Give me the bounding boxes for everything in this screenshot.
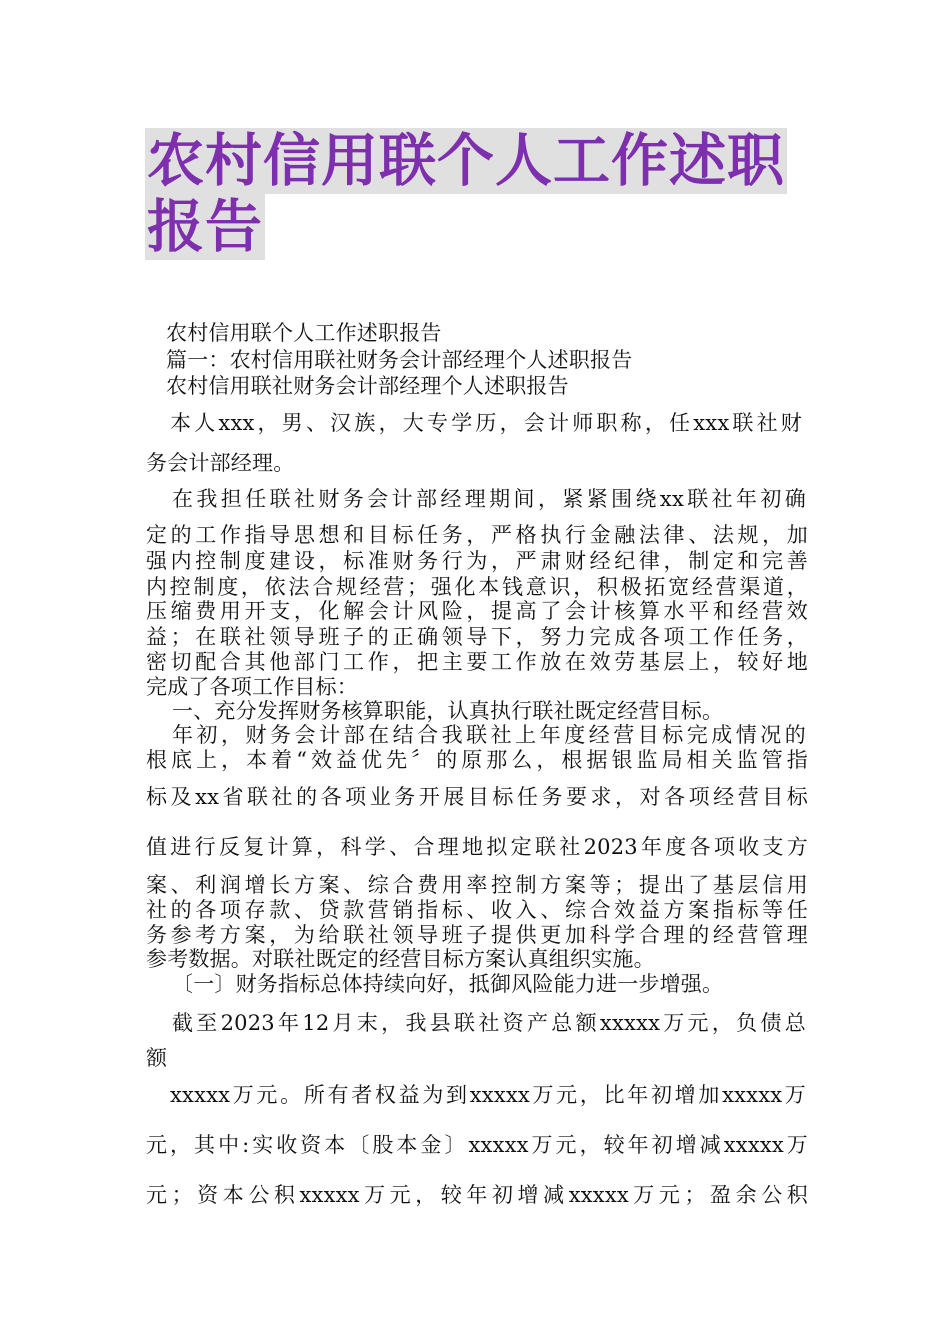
body-line: 定的工作指导思想和目标任务，严格执行金融法律、法规，加 (146, 523, 808, 547)
body-line: 篇一：农村信用联社财务会计部经理个人述职报告 (166, 348, 633, 372)
body-line: 完成了各项工作目标： (146, 675, 358, 699)
body-line: 在我担任联社财务会计部经理期间，紧紧围绕xx联社年初确 (172, 487, 806, 511)
title-line-2: 报告 (147, 194, 263, 260)
body-line: 元；资本公积xxxxx万元，较年初增减xxxxx万元；盈余公积 (146, 1183, 808, 1207)
body-line: 强内控制度建设，标准财务行为，严肃财经纪律，制定和完善 (146, 549, 808, 573)
section-heading: 〔一〕财务指标总体持续向好，抵御风险能力进一步增强。 (172, 972, 724, 996)
body-line: 内控制度，依法合规经营；强化本钱意识，积极拓宽经营渠道， (146, 575, 808, 599)
body-line: 农村信用联社财务会计部经理个人述职报告 (166, 374, 569, 398)
document-title (145, 128, 815, 260)
body-line: 值进行反复计算，科学、合理地拟定联社2023年度各项收支方 (146, 835, 808, 859)
body-line: xxxxx万元。所有者权益为到xxxxx万元，比年初增加xxxxx万 (170, 1083, 806, 1107)
body-line: 截至2023年12月末，我县联社资产总额xxxxx万元，负债总 (172, 1011, 806, 1035)
body-line: 标及xx省联社的各项业务开展目标任务要求，对各项经营目标 (146, 785, 808, 809)
body-line: 案、利润增长方案、综合费用率控制方案等；提出了基层信用 (146, 873, 808, 897)
body-line: 参考数据。对联社既定的经营目标方案认真组织实施。 (146, 947, 655, 971)
body-line: 益；在联社领导班子的正确领导下，努力完成各项工作任务， (146, 625, 808, 649)
body-line: 农村信用联个人工作述职报告 (166, 321, 442, 345)
title-line-1: 农村信用联个人工作述职 (147, 128, 785, 194)
body-line: 密切配合其他部门工作，把主要工作放在效劳基层上，较好地 (146, 650, 808, 674)
body-line: 元，其中:实收资本〔股本金〕xxxxx万元，较年初增减xxxxx万 (146, 1133, 808, 1157)
body-line: 额 (146, 1046, 168, 1070)
body-line: 社的各项存款、贷款营销指标、收入、综合效益方案指标等任 (146, 898, 808, 922)
body-line: 压缩费用开支，化解会计风险，提高了会计核算水平和经营效 (146, 599, 808, 623)
body-line: 年初，财务会计部在结合我联社上年度经营目标完成情况的 (172, 723, 806, 747)
body-line: 务参考方案，为给联社领导班子提供更加科学合理的经营管理 (146, 923, 808, 947)
section-heading: 一、充分发挥财务核算职能，认真执行联社既定经营目标。 (172, 699, 724, 723)
body-line: 本人xxx，男、汉族，大专学历，会计师职称，任xxx联社财 (170, 411, 802, 435)
body-line: 根底上，本着“效益优先〞的原那么，根据银监局相关监管指 (146, 748, 808, 772)
body-line: 务会计部经理。 (146, 451, 295, 475)
